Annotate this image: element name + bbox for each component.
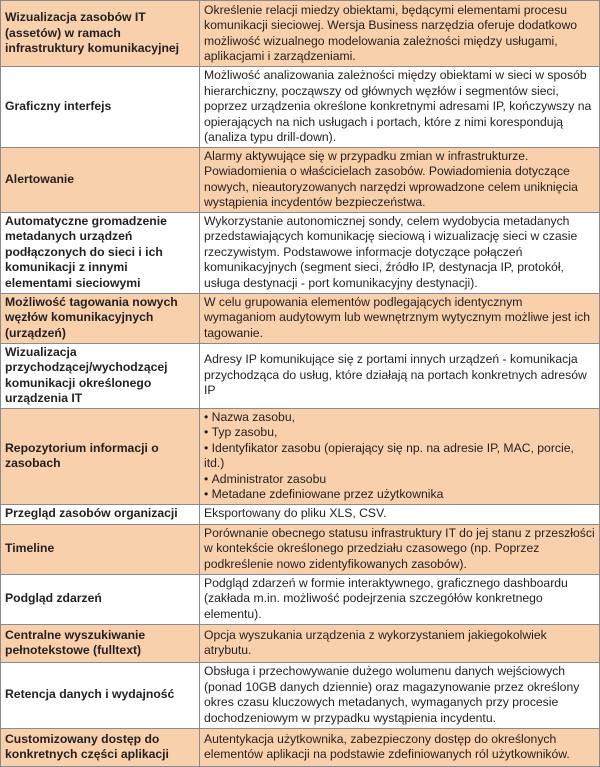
feature-name: Wizualizacja zasobów IT (assetów) w ramach infrastruktury komunikacyjnej: [1, 1, 200, 67]
feature-name: Alertowanie: [1, 147, 200, 212]
feature-name: Podgląd zdarzeń: [1, 574, 200, 624]
feature-description: Alarmy aktywujące się w przypadku zmian w infrastrukturze. Powiadomienia o właścicielach zasobów. Powiadomienia dotyczące nowych, nieautoryzowanych narzędzi wprowadzone celem uniknięcia wystąpienia incydentów bezpieczeństwa.: [200, 147, 600, 212]
feature-name: Centralne wyszukiwanie pełnotekstowe (fulltext): [1, 624, 200, 662]
feature-name: Graficzny interfejs: [1, 67, 200, 148]
feature-description: Możliwość analizowania zależności między obiektami w sieci w sposób hierarchiczny, począwszy od głównych węzłów i segmentów sieci, poprzez urządzenia określone konkretnymi adresami IP, kończywszy na opierających na nich usługach i portach, które z nimi korespondują (analiza typu drill-down).: [200, 67, 600, 148]
table-row: [1, 212, 600, 293]
resource-attribute-list: [204, 410, 595, 503]
table-row: [1, 343, 600, 408]
feature-description: Opcja wyszukania urządzenia z wykorzystaniem jakiegokolwiek atrybutu.: [200, 624, 600, 662]
feature-name: Timeline: [1, 524, 200, 574]
feature-description: Porównanie obecnego statusu infrastruktury IT do jej stanu z przeszłości w kontekście określonego przedziału czasowego (np. Poprzez podkreślenie nowo zidentyfikowanych zasobów).: [200, 524, 600, 574]
feature-description: Obsługa i przechowywanie dużego wolumenu danych wejściowych (ponad 10GB danych dziennie) oraz magazynowanie przez określony okres czasu kluczowych metadanych, wymaganych przy procesie dochodzeniowym w przypadku wystąpienia incydentu.: [200, 662, 600, 728]
list-item: • Typ zasobu,: [204, 425, 595, 441]
feature-name: Automatyczne gromadzenie metadanych urządzeń podłączonych do sieci i ich komunikacji z innymi elementami sieciowymi: [1, 212, 200, 293]
feature-description: Autentykacja użytkownika, zabezpieczony dostęp do określonych elementów aplikacji na podstawie zdefiniowanych ról użytkowników.: [200, 728, 600, 766]
feature-name: Customizowany dostęp do konkretnych części aplikacji: [1, 728, 200, 766]
table-row: [1, 67, 600, 148]
feature-name: Wizualizacja przychodzącej/wychodzącej komunikacji określonego urządzenia IT: [1, 343, 200, 408]
feature-name: Repozytorium informacji o zasobach: [1, 408, 200, 504]
feature-description: Wykorzystanie autonomicznej sondy, celem wydobycia metadanych przedstawiających komunikację sieciową i wizualizację sieci w czasie rzeczywistym. Podstawowe informacje dotyczące połączeń komunikacyjnych (segment sieci, źródło IP, destynacja IP, protokół, usługa destynacji - port komunikacyjny destynacji).: [200, 212, 600, 293]
feature-name: Przegląd zasobów organizacji: [1, 504, 200, 524]
table-row: [1, 574, 600, 624]
table-row: [1, 1, 600, 67]
table-row: [1, 662, 600, 728]
table-row: [1, 408, 600, 504]
feature-description: W celu grupowania elementów podlegających identycznym wymaganiom audytowym lub wewnętrznym wytycznym możliwe jest ich tagowanie.: [200, 293, 600, 343]
feature-name: Możliwość tagowania nowych węzłów komunikacyjnych (urządzeń): [1, 293, 200, 343]
table-row: [1, 293, 600, 343]
table-row: [1, 147, 600, 212]
feature-name: Retencja danych i wydajność: [1, 662, 200, 728]
list-item: • Metadane zdefiniowane przez użytkownika: [204, 487, 595, 503]
list-item: • Nazwa zasobu,: [204, 410, 595, 426]
table-row: [1, 524, 600, 574]
feature-description: [200, 408, 600, 504]
feature-description: Eksportowany do pliku XLS, CSV.: [200, 504, 600, 524]
feature-description: Podgląd zdarzeń w formie interaktywnego, graficznego dashboardu (zakłada m.in. możliwość podejrzenia szczegółów konkretnego elementu).: [200, 574, 600, 624]
feature-description: Adresy IP komunikujące się z portami innych urządzeń - komunikacja przychodząca do usług, które działają na portach konkretnych adresów IP: [200, 343, 600, 408]
table-row: [1, 728, 600, 766]
list-item: • Identyfikator zasobu (opierający się np. na adresie IP, MAC, porcie, itd.): [204, 441, 595, 472]
table-row: [1, 624, 600, 662]
list-item: • Administrator zasobu: [204, 472, 595, 488]
table-row: [1, 504, 600, 524]
feature-description: Określenie relacji miedzy obiektami, będącymi elementami procesu komunikacji sieciowej. Wersja Business narzędzia oferuje dodatkowo możliwość wizualnego modelowania zależności między usługami, aplikacjami i zarządzeniami.: [200, 1, 600, 67]
